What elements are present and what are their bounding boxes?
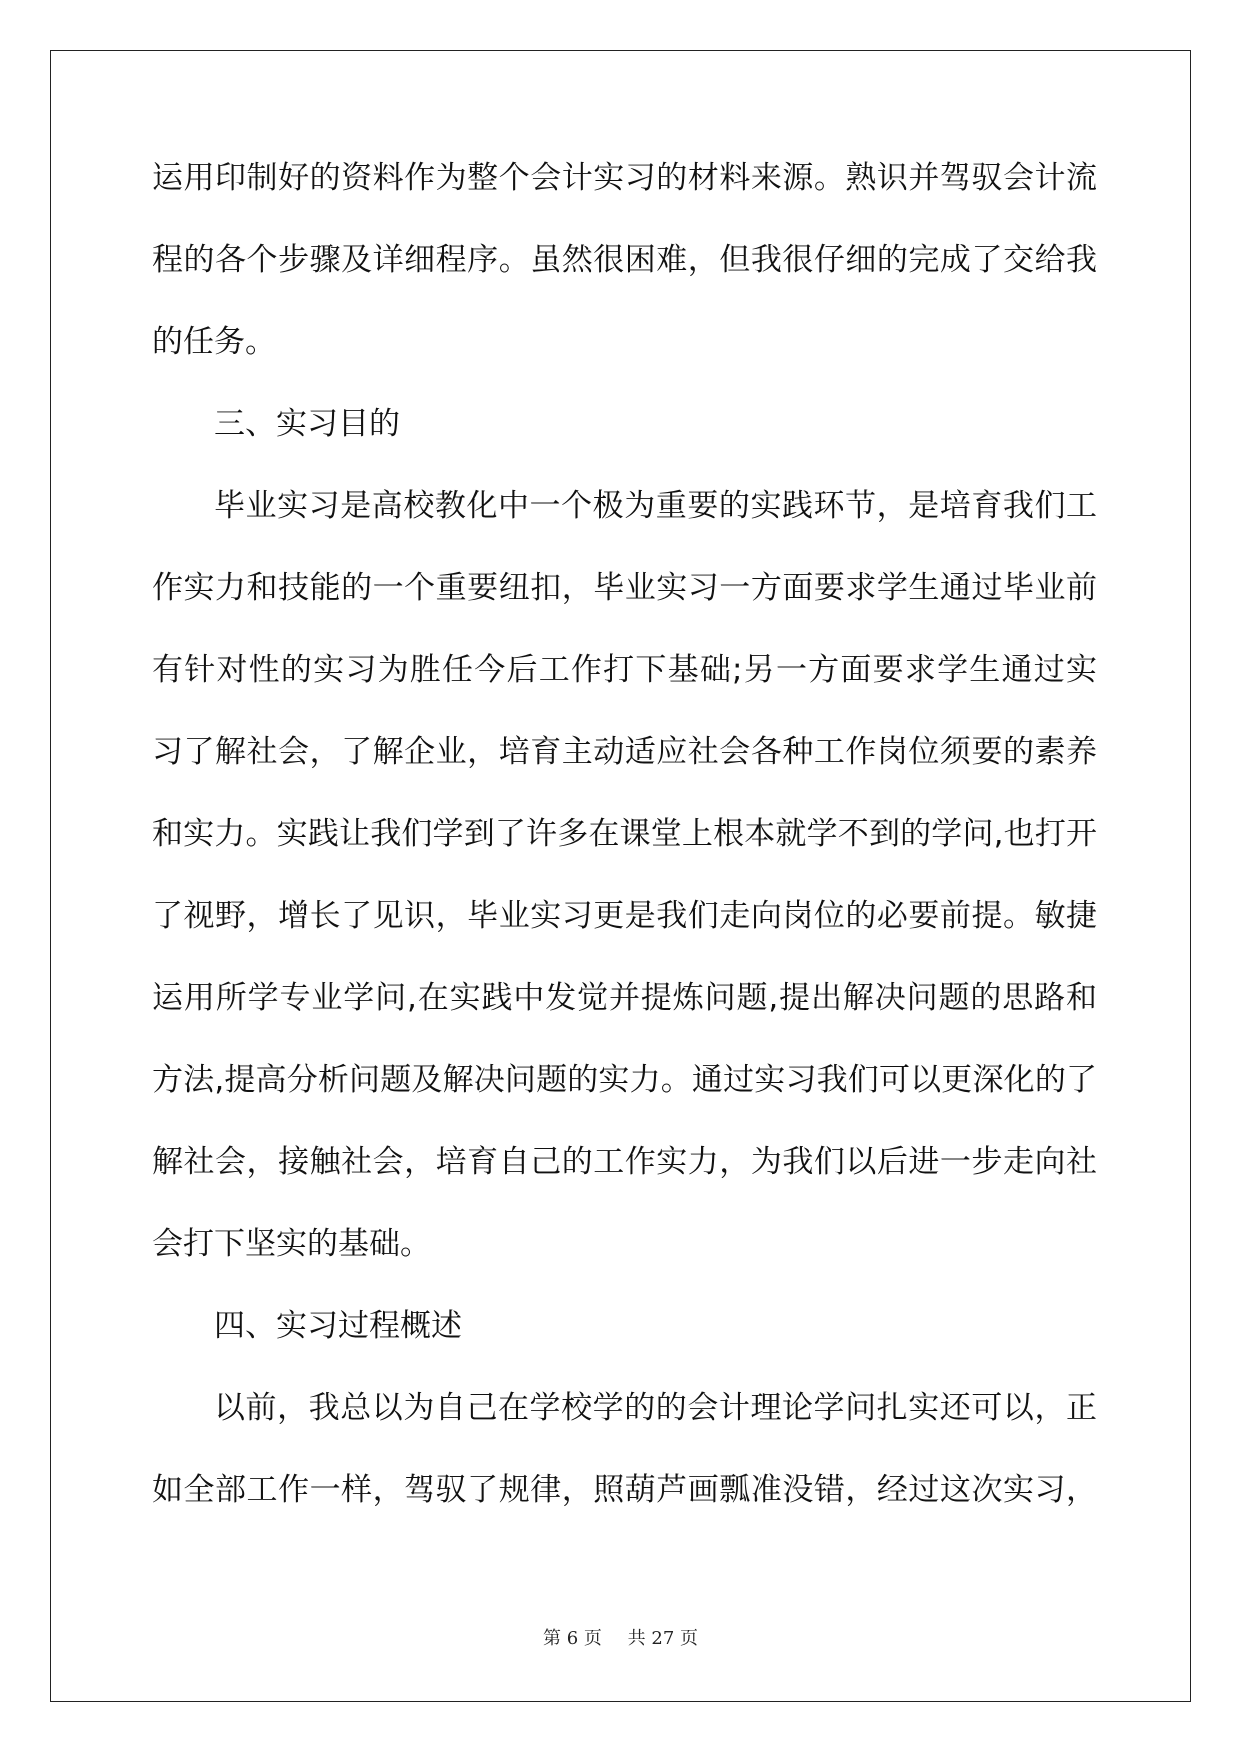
paragraph-line: 和实力。实践让我们学到了许多在课堂上根本就学不到的学问,也打开 xyxy=(152,816,1097,852)
paragraph-line: 习了解社会，了解企业，培育主动适应社会各种工作岗位须要的素养 xyxy=(152,734,1097,770)
paragraph-line: 运用印制好的资料作为整个会计实习的材料来源。熟识并驾驭会计流 xyxy=(152,160,1097,196)
paragraph-line: 程的各个步骤及详细程序。虽然很困难，但我很仔细的完成了交给我 xyxy=(152,242,1097,278)
paragraph-line: 会打下坚实的基础。 xyxy=(152,1226,431,1262)
paragraph-line: 毕业实习是高校教化中一个极为重要的实践环节，是培育我们工 xyxy=(214,488,1097,524)
section-heading: 四、实习过程概述 xyxy=(214,1308,462,1344)
document-body xyxy=(152,160,1097,1554)
page-total: 共 27 页 xyxy=(627,1628,698,1649)
paragraph-line: 了视野，增长了见识，毕业实习更是我们走向岗位的必要前提。敏捷 xyxy=(152,898,1097,934)
paragraph-line: 以前，我总以为自己在学校学的的会计理论学问扎实还可以，正 xyxy=(214,1390,1097,1426)
page-footer xyxy=(0,1624,1241,1650)
paragraph-line: 的任务。 xyxy=(152,324,276,360)
paragraph-line: 运用所学专业学问,在实践中发觉并提炼问题,提出解决问题的思路和 xyxy=(152,980,1097,1016)
paragraph-line: 有针对性的实习为胜任今后工作打下基础;另一方面要求学生通过实 xyxy=(152,652,1097,688)
paragraph-line: 作实力和技能的一个重要纽扣，毕业实习一方面要求学生通过毕业前 xyxy=(152,570,1097,606)
section-heading: 三、实习目的 xyxy=(214,406,400,442)
paragraph-line: 如全部工作一样，驾驭了规律，照葫芦画瓢准没错，经过这次实习， xyxy=(152,1472,1097,1508)
paragraph-line: 方法,提高分析问题及解决问题的实力。通过实习我们可以更深化的了 xyxy=(152,1062,1097,1098)
paragraph-line: 解社会，接触社会，培育自己的工作实力，为我们以后进一步走向社 xyxy=(152,1144,1097,1180)
page-number: 第 6 页 xyxy=(543,1628,602,1649)
